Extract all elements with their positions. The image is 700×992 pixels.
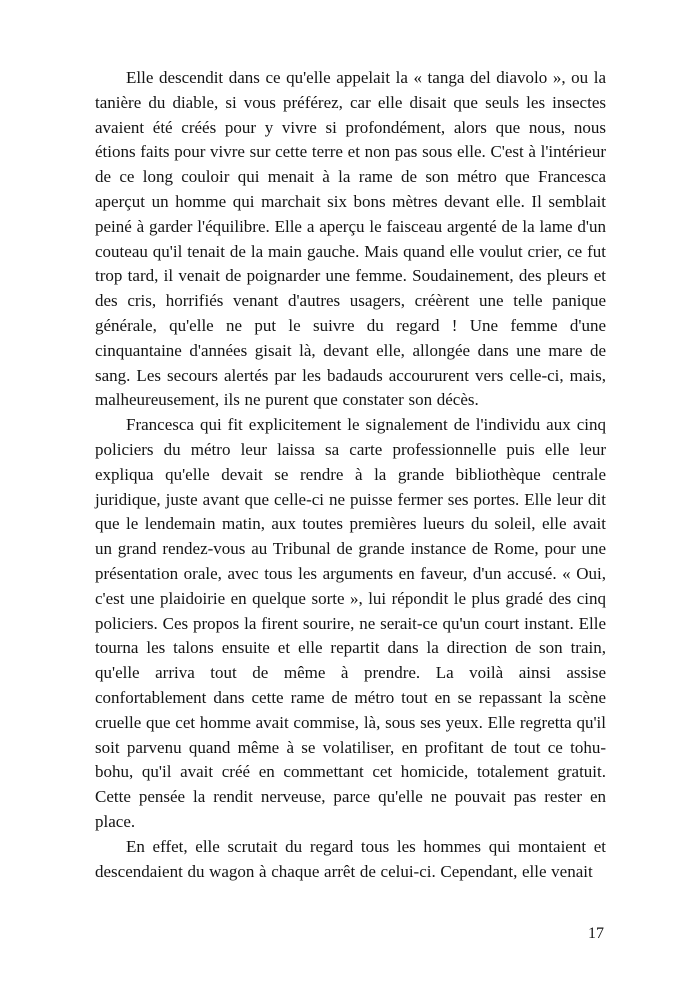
paragraph-2: Francesca qui fit explicitement le signalement de l'individu aux cinq policiers du métro leur laissa sa carte professionnelle puis elle leur expliqua qu'elle devait se rendre à la grande bibliothèque centrale juridique, juste avant que celle-ci ne puisse fermer ses portes. Elle leur dit que le lendemain matin, aux toutes premières lueurs du soleil, elle avait un grand rendez-vous au Tribunal de grande instance de Rome, pour une présentation orale, avec tous les arguments en faveur, d'un accusé. « Oui, c'est une plaidoirie en quelque sorte », lui répondit le plus gradé des cinq policiers. Ces propos la firent sourire, ne serait-ce qu'un court instant. Elle tourna les talons ensuite et elle repartit dans la direction de son train, qu'elle arriva tout de même à prendre. La voilà ainsi assise confortablement dans cette rame de métro tout en se repassant la scène cruelle que cet homme avait commise, là, sous ses yeux. Elle regretta qu'il soit parvenu quand même à se volatiliser, en profitant de tout ce tohu-bohu, qu'il avait créé en commettant cet homicide, totalement gratuit. Cette pensée la rendit nerveuse, parce qu'elle ne pouvait pas rester en place. bbox=[95, 415, 606, 831]
page-number: 17 bbox=[588, 925, 604, 942]
page-text bbox=[95, 66, 606, 884]
paragraph-1: Elle descendit dans ce qu'elle appelait la « tanga del diavolo », ou la tanière du diable, si vous préférez, car elle disait que seuls les insectes avaient été créés pour y vivre si profondément, alors que nous, nous étions faits pour vivre sur cette terre et non pas sous elle. C'est à l'intérieur de ce long couloir qui menait à la rame de son métro que Francesca aperçut un homme qui marchait six bons mètres devant elle. Il semblait peiné à garder l'équilibre. Elle a aperçu le faisceau argenté de la lame d'un couteau qu'il tenait de la main gauche. Mais quand elle voulut crier, ce fut trop tard, il venait de poignarder une femme. Soudainement, des pleurs et des cris, horrifiés venant d'autres usagers, créèrent une telle panique générale, qu'elle ne put le suivre du regard ! Une femme d'une cinquantaine d'années gisait là, devant elle, allongée dans une mare de sang. Les secours alertés par les badauds accoururent vers celle-ci, mais, malheureusement, ils ne purent que constater son décès. bbox=[95, 68, 606, 410]
paragraph-3: En effet, elle scrutait du regard tous les hommes qui montaient et descendaient du wagon à chaque arrêt de celui-ci. Cependant, elle venait bbox=[95, 836, 606, 881]
